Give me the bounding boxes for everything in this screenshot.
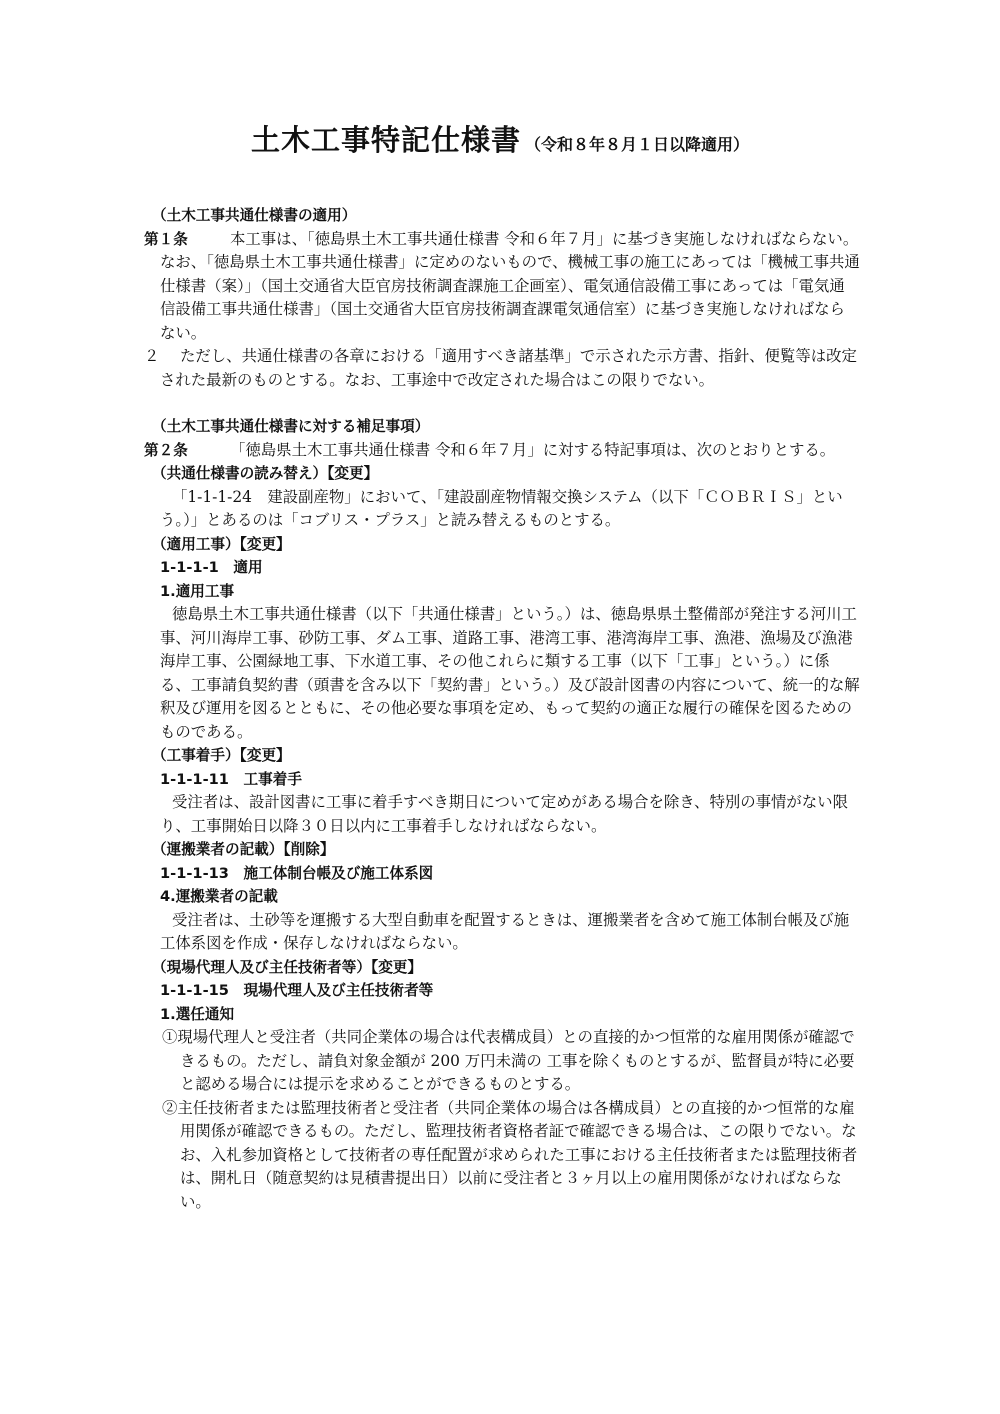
- item-heading-appointment-notice: 1.選任通知: [160, 1005, 235, 1023]
- clause-code-1-1-1-1: 1-1-1-1 適用: [160, 559, 263, 576]
- clause-code-1-1-1-11: 1-1-1-11 工事着手: [160, 770, 302, 788]
- item-heading-applicable-works: 1.適用工事: [160, 582, 235, 600]
- article-1-text: 本工事は、「徳島県土木工事共通仕様書 令和６年７月」に基づき実施しなければならない。なお、「徳島県土木工事共通仕様書」に定めのないもので、機械工事の施工にあっては「機械工事共通仕様書（案）」（国土交通省大臣官房技術調査課施工企画室）、電気通信設備工事にあっては「電気通信設備工事共通仕様書」（国土交通省大臣官房技術調査課電気通信室）に基づき実施しなければならない。: [160, 229, 860, 342]
- article-number: 第１条: [144, 230, 188, 248]
- list-item-circled-2: ②主任技術者または監理技術者と受注者（共同企業体の場合は各構成員）との直接的かつ恒常的な雇用関係が確認できるもの。ただし、監理技術者資格者証で確認できる場合は、この限りでない。なお、入札参加資格として技術者の専任配置が求められた工事における主任技術者または監理技術者は、開札日（随意契約は見積書提出日）以前に受注者と３ヶ月以上の雇用関係がなければならない。: [162, 1098, 858, 1211]
- clause-code-1-1-1-15: 1-1-1-15 現場代理人及び主任技術者等: [160, 982, 434, 999]
- article-number: 第２条: [144, 441, 188, 459]
- paragraph-number: ２: [144, 347, 160, 365]
- subsection-heading-applicable-works: （適用工事）【変更】: [152, 535, 291, 553]
- article-1-paragraph-2: [144, 345, 860, 392]
- section-heading-supplement: （土木工事共通仕様書に対する補足事項）: [152, 418, 430, 435]
- list-item-circled-1: ①現場代理人と受注者（共同企業体の場合は代表構成員）との直接的かつ恒常的な雇用関係が確認できるもの。ただし、請負対象金額が 200 万円未満の 工事を除くものとするが、監督員が特に必要と認める場合には提示を求めることができるものとする。: [162, 1028, 855, 1093]
- title-effective-date: （令和８年８月１日以降適用）: [525, 135, 750, 154]
- subsection-heading-reading-replacement: （共通仕様書の読み替え）【変更】: [152, 465, 379, 482]
- subsection-heading-commencement: （工事着手）【変更】: [152, 747, 291, 764]
- paragraph-2-text: ただし、共通仕様書の各章における「適用すべき諸基準」で示された示方書、指針、便覧等は改定された最新のものとする。なお、工事途中で改定された場合はこの限りでない。: [160, 347, 857, 389]
- document-body: [144, 204, 860, 1214]
- document-title: [0, 118, 1000, 159]
- article-2-text: 「徳島県土木工事共通仕様書 令和６年７月」に対する特記事項は、次のとおりとする。: [230, 440, 836, 459]
- item-text-transporter: 受注者は、土砂等を運搬する大型自動車を配置するときは、運搬業者を含めて施工体制台帳及び施工体系図を作成・保存しなければならない。: [160, 910, 850, 952]
- clause-code-1-1-1-13: 1-1-1-13 施工体制台帳及び施工体系図: [160, 864, 434, 882]
- title-main: 土木工事特記仕様書: [250, 123, 521, 157]
- section-heading-application: （土木工事共通仕様書の適用）: [152, 207, 357, 224]
- article-2: [144, 439, 860, 463]
- item-text-commencement: 受注者は、設計図書に工事に着手すべき期日について定めがある場合を除き、特別の事情がない限り、工事開始日以降３０日以内に工事着手しなければならない。: [160, 793, 848, 835]
- item-text-applicable-works: 徳島県土木工事共通仕様書（以下「共通仕様書」という。）は、徳島県県土整備部が発注する河川工事、河川海岸工事、砂防工事、ダム工事、道路工事、港湾工事、港湾海岸工事、漁港、漁場及び漁港海岸工事、公園緑地工事、下水道工事、その他これらに類する工事（以下「工事」という。）に係る、工事請負契約書（頭書を含み以下「契約書」という。）及び設計図書の内容について、統一的な解釈及び運用を図るとともに、その他必要な事項を定め、もって契約の適正な履行の確保を図るためのものである。: [160, 605, 860, 741]
- subsection-text-reading-replacement: 「1-1-1-24 建設副産物」において、「建設副産物情報交換システム（以下「ＣＯＢＲＩＳ」という。）」とあるのは「コブリス・プラス」と読み替えるものとする。: [160, 487, 843, 529]
- subsection-heading-transporter: （運搬業者の記載）【削除】: [152, 841, 335, 858]
- subsection-heading-site-agent: （現場代理人及び主任技術者等）【変更】: [152, 958, 422, 976]
- article-1: [144, 228, 860, 346]
- item-heading-transporter: 4.運搬業者の記載: [160, 888, 278, 905]
